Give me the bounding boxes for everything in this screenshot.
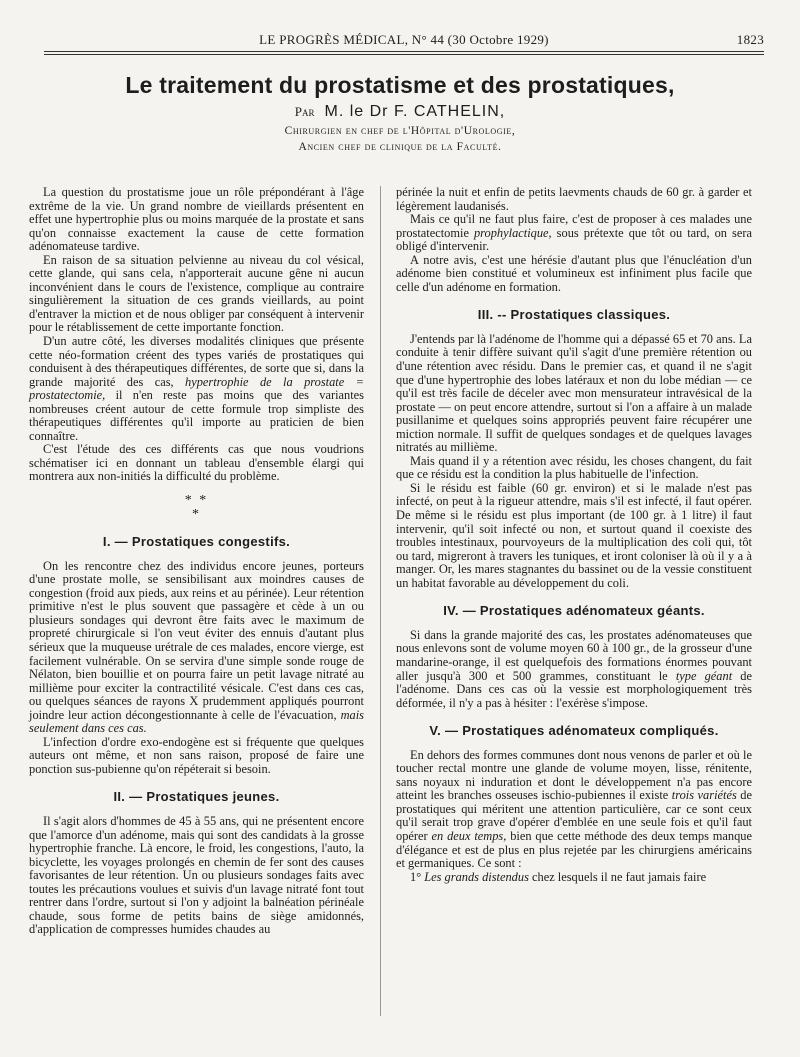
paragraph: C'est l'étude des ces différents cas que nous voudrions schématiser ici en donnant un tableau d'ensemble élargi qui montrera aux non-initiés la difficulté du problème. [29, 442, 364, 484]
italic-text: type géant [675, 668, 733, 683]
text-run: chez lesquels il ne faut jamais faire [528, 869, 707, 884]
text-run: 1° [410, 869, 425, 884]
author-affiliation-2: Ancien chef de clinique de la Faculté. [298, 141, 502, 153]
left-column [29, 186, 364, 937]
text-run: bien que cette méthode des deux temps manque d'élégance et est de plus en plus rejetée par les chirurgiens américains et germaniques. Ce sont : [396, 828, 752, 871]
header-rule-double [44, 54, 764, 55]
paragraph [396, 871, 752, 885]
text-run: de l'adénome. Dans ces cas où la vessie est morphologiquement très déformée, il n'y a pas à hésiter : l'exérèse s'impose. [396, 668, 752, 710]
author-affiliation-1: Chirurgien en chef de l'Hôpital d'Urologie, [284, 125, 516, 137]
text-run: Si dans la grande majorité des cas, les prostates adénomateuses que nous enlevons sont de volume moyen 60 à 100 gr., de la grosseur d'une mandarine-orange, il est quelquefois des formations énormes pouvant aller jusqu'à 300 et 500 grammes, constituant le [396, 627, 752, 683]
paragraph: J'entends par là l'adénome de l'homme qui a dépassé 65 et 70 ans. La conduite à tenir diffère suivant qu'il s'agit d'une première rétention ou d'une rétention avec résidu. Dans le premier cas, et quand il ne s'agit que d'une hypertrophie des lobes latéraux et non du lobe médian — ce qu'il est très facile de déceler avec mon mensurateur intravésical de la prostate — on peut encore attendre, surtout si l'on a affaire à un malade pusillanime et quelques soins appropriés peuvent faire récupérer une miction normale. Il suffit de quelques sondages et de quelques lavages nitratés au millième. [396, 331, 752, 455]
section-heading-3: III. -- Prostatiques classiques. [477, 307, 671, 323]
paragraph [29, 335, 364, 443]
italic-text: prophylactique, [473, 225, 552, 240]
italic-text: mais seulement dans ces cas. [29, 707, 364, 736]
italic-text: Les grands distendus [424, 869, 529, 884]
text-run: On les rencontre chez des individus encore jeunes, porteurs d'une prostate molle, se sensibilisant aux moindres causes de congestion (froid aux pieds, aux reins et au périnée). Leur rétention primitive n'est le plus souvent que passagère et cède à un ou plusieurs sondages qui devront être faits avec le maximum de propreté chirurgicale si l'on veut éviter des ennuis d'autant plus sérieux que la muqueuse urétrale de ces malades, encore vierge, est facilement vulnérable. On se servira d'une simple sonde rouge de Nélaton, bien bouillie et on pourra faire un petit lavage nitraté au millième pour exciter la contractilité vésicale. C'est dans ces cas, ou quelques séances de rayons X prudemment appliqués pourront joindre leur action décongestionnante à celle de l'évacuation, [29, 558, 364, 722]
byline [40, 103, 760, 121]
text-run: Mais ce qu'il ne faut plus faire, c'est de proposer à ces malades une prostatectomie [396, 212, 752, 240]
paragraph [29, 560, 364, 736]
paragraph: Mais quand il y a rétention avec résidu, les choses changent, du fait que ce résidu est la condition la plus habituelle de l'infection. [396, 453, 752, 482]
running-header [44, 30, 764, 50]
paragraph: L'infection d'ordre exo-endogène est si fréquente que quelques auteurs ont même, et non sans raison, proposé de faire une ponction sus-pubienne qu'on répéterait si besoin. [29, 734, 364, 776]
page-number: 1823 [736, 32, 764, 47]
paragraph: La question du prostatisme joue un rôle prépondérant à l'âge extrême de la vie. Un grand nombre de vieillards présentent en effet une hypertrophie plus ou moins marquée de la prostate et sans qu'on connaisse exactement la cause de cette formation adénomateuse tardive. [29, 185, 364, 254]
paragraph: périnée la nuit et enfin de petits laevments chauds de 60 gr. à garder et légèrement laudanisés. [396, 185, 752, 213]
column-divider [380, 186, 381, 1016]
paragraph: Il s'agit alors d'hommes de 45 à 55 ans, qui ne présentent encore que l'amorce d'un adénome, mais qui sont des candidats à la grosse hypertrophie franche. Là encore, le froid, les congestions, l'auto, la bicyclette, les voyages prolongés en chemin de fer sont des causes favorisantes de leur rétention. Un ou plusieurs sondages faits avec toutes les précautions voulues et suivis d'un lavage nitraté font tout rentrer dans l'ordre, surtout si l'on y adjoint la balnéation périnéale chaude, sous forme de petits bains de siège amidonnés, d'application de compresses humides chaudes au [29, 813, 364, 937]
italic-text: trois variétés [671, 788, 737, 803]
italic-text: hypertrophie de la prostate = prostatectomie, [29, 374, 364, 403]
text-run: En dehors des formes communes dont nous venons de parler et où le toucher rectal montre une glande de volume moyen, lisse, rénitente, sans noyaux ni induration et dont le développement n'a pas encore atteint les branches osseuses ischio-pubiennes il existe [396, 747, 752, 803]
right-column [396, 186, 752, 884]
section-asterism: * * * [184, 493, 209, 522]
paragraph [396, 629, 752, 710]
article-title: Le traitement du prostatisme et des prostatiques, [125, 72, 675, 98]
paragraph: En raison de sa situation pelvienne au niveau du col vésical, cette glande, qui sans cela, n'apporterait aucune gêne ni aucun inconvénient dans le cours de l'existence, complique au contraire singulièrement la situation de ces grands vieillards, au point d'entraver la miction et de nous obliger par conséquent à intervenir pour le rétablissement de cette importante fonction. [29, 252, 364, 335]
italic-text: en deux temps, [431, 828, 507, 843]
running-title: LE PROGRÈS MÉDICAL, N° 44 (30 Octobre 1929) [259, 32, 549, 47]
text-run: de prostatiques qui méritent une attention particulière, car ce sont ceux qu'il serait trop grave d'opérer d'emblée en une seule fois et qu'il faut opérer [396, 788, 752, 843]
text-run: sous prétexte que tôt ou tard, on sera obligé d'intervenir. [396, 225, 752, 254]
section-heading-4: IV. — Prostatiques adénomateux géants. [443, 603, 705, 619]
section-heading-5: V. — Prostatiques adénomateux compliqués. [429, 723, 719, 739]
paragraph: A notre avis, c'est une hérésie d'autant plus que l'énucléation d'un adénome bien constitué et volumineux est infiniment plus facile que celle d'un adénome en formation. [396, 252, 752, 294]
text-run: il n'en reste pas moins que des variantes nombreuses créent autour de cette formule trop simpliste des thérapeutiques différentes qu'il importe au praticien de bien connaître. [29, 388, 364, 443]
paragraph: Si le résidu est faible (60 gr. environ) et si le malade n'est pas infecté, on peut à la rigueur attendre, mais s'il est infecté, il faut opérer. De même si le résidu est plus important (de 100 gr. à 1 litre) il faut intervenir, qu'il soit infecté ou non, et surtout quand il coexiste des troubles intestinaux, pourvoyeurs de la multiplication des coli qui, tôt ou tard, migreront à travers les tuniques, et iront coloniser là où il y a à manger. Or, les mares stagnantes du bassinet ou de la vessie constituent un habitat favorable au développement du coli. [396, 480, 752, 590]
paragraph [396, 749, 752, 871]
byline-prefix: Par [294, 104, 315, 119]
header-rule [44, 51, 764, 52]
section-heading-1: I. — Prostatiques congestifs. [102, 534, 291, 550]
text-run: D'un autre côté, les diverses modalités cliniques que présente cette néo-formation créent des types variés de prostatiques qui conduisent à des thérapeutiques différentes, de sorte que si, dans la grande majorité des cas, [29, 334, 364, 389]
paragraph [396, 213, 752, 254]
author-name: M. le Dr F. CATHELIN, [324, 103, 506, 120]
section-heading-2: II. — Prostatiques jeunes. [113, 789, 280, 805]
